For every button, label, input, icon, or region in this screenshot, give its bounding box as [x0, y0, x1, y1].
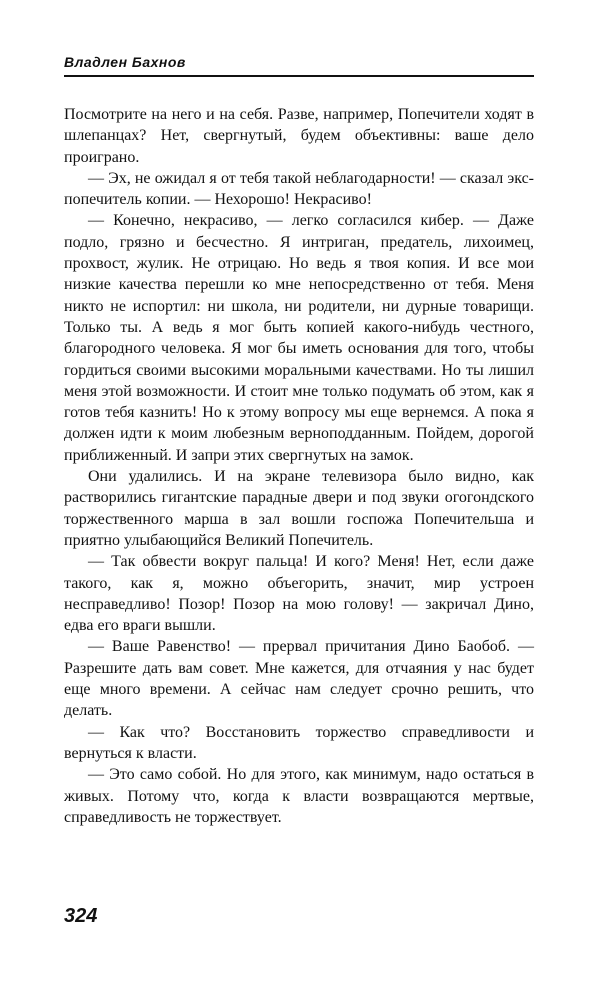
header-rule	[64, 75, 534, 77]
paragraph: — Ваше Равенство! — прервал причитания Дино Баобоб. — Разрешите дать вам совет. Мне кажется, для отчаяния у нас будет еще много времени. А сейчас нам следует срочно решить, что делать.	[64, 638, 534, 720]
paragraph: Посмотрите на него и на себя. Разве, например, Попечители ходят в шлепанцах? Нет, свергнутый, будем объективны: ваше дело проиграно.	[64, 106, 534, 166]
paragraph: — Это само собой. Но для этого, как минимум, надо остаться в живых. Потому что, когда к власти возвращаются мертвые, справедливость не торжествует.	[64, 766, 534, 826]
page-number: 324	[64, 905, 98, 927]
body-text	[64, 104, 534, 828]
paragraph: — Как что? Восстановить торжество справедливости и вернуться к власти.	[64, 723, 534, 762]
paragraph: Они удалились. И на экране телевизора было видно, как растворились гигантские парадные двери и под звуки огогондского торжественного марша в зал вошли госпожа Попечительша и приятно улыбающийся Великий Попечитель.	[64, 468, 534, 549]
running-header-author: Владлен Бахнов	[64, 54, 186, 70]
paragraph: — Конечно, некрасиво, — легко согласился кибер. — Даже подло, грязно и бесчестно. Я интриган, предатель, лихоимец, прохвост, жулик. Не отрицаю. Но ведь я твоя копия. И все мои низкие качества перешли ко мне непосредственно от тебя. Меня никто не испортил: ни школа, ни родители, ни дурные товарищи. Только ты. А ведь я мог быть копией какого-нибудь честного, благородного человека. Я мог бы иметь основания для того, чтобы гордиться своими высокими моральными качествами. Но ты лишил меня этой возможности. И стоит мне только подумать об этом, как я готов тебя казнить! Но к этому вопросу мы еще вернемся. А пока я должен идти к моим любезным верноподданным. Пойдем, дорогой приближенный. И запри этих свергнутых на замок.	[64, 212, 534, 464]
paragraph: — Эх, не ожидал я от тебя такой неблагодарности! — сказал экс-попечитель копии. — Нехорошо! Некрасиво!	[64, 169, 534, 209]
paragraph: — Так обвести вокруг пальца! И кого? Меня! Нет, если даже такого, как я, можно объегорить, значит, мир устроен несправедливо! Позор! Позор на мою голову! — закричал Дино, едва его враги вышли.	[64, 553, 534, 635]
